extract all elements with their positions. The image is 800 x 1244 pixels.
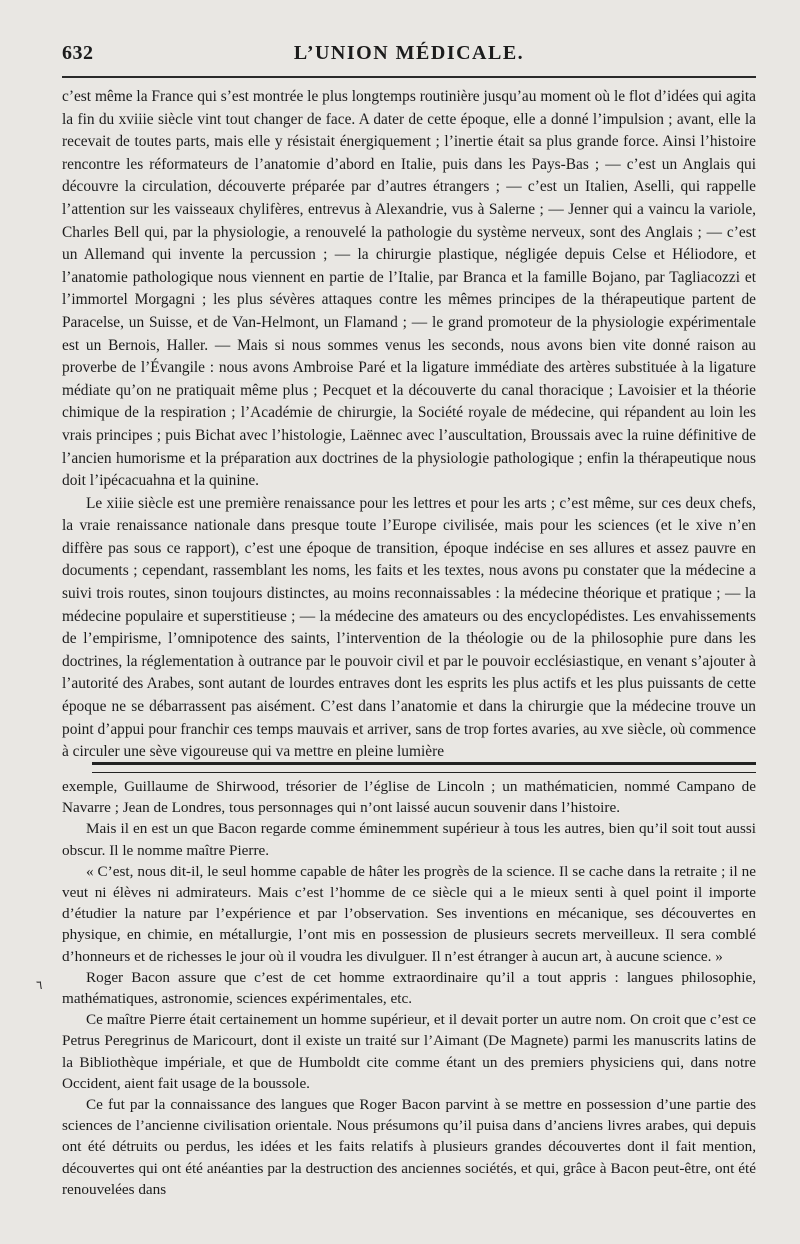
footnote-text [62, 776, 756, 1200]
main-paragraph: c’est même la France qui s’est montrée le plus longtemps routinière jusqu’au moment où le flot d’idées qui agita la fin du xviiie siècle vint tout changer de face. A dater de cette époque, elle a donné l’impulsion ; avant, elle la recevait de toutes parts, mais elle y résistait énergiquement ; l’inertie était sa plus grande force. Ainsi l’histoire rencontre les réformateurs de l’anatomie d’abord en Italie, puis dans les Pays-Bas ; — c’est un Anglais qui découvre la circulation, découverte préparée par d’autres étrangers ; — c’est un Italien, Aselli, qui rappelle l’attention sur les vaisseaux chylifères, entrevus à Alexandrie, vus à Salerne ; — Jenner qui a vaincu la variole, Charles Bell qui, par la physiologie, a renouvelé la pathologie du système nerveux, sont des Anglais ; — c’est un Allemand qui invente la percussion ; — la chirurgie plastique, négligée depuis Celse et Héliodore, et l’anatomie pathologique nous viennent en partie de l’Italie, par Branca et la famille Bojano, par Tagliacozzi et l’immortel Morgagni ; les plus sévères attaques contre les mêmes principes de la thérapeutique partent de Paracelse, un Suisse, et de Van-Helmont, un Flamand ; — le grand promoteur de la physiologie expérimentale est un Bernois, Haller. — Mais si nous sommes venus les seconds, nous avons bien vite donné raison au proverbe de l’Évangile : nous avons Ambroise Paré et la ligature immédiate des artères substituée à la ligature médiate qu’on ne pratiquait même plus ; Pecquet et la découverte du canal thoracique ; Lavoisier et la théorie chimique de la respiration ; l’Académie de chirurgie, la Société royale de médecine, qui répandent au loin les vrais principes ; puis Bichat avec l’histologie, Laënnec avec l’auscultation, Broussais avec la ruine définitive de l’ancien humorisme et la préparation aux doctrines de la physiologie pathologique ; enfin la thérapeutique nous doit l’ipécacuahna et la quinine. [62, 88, 756, 490]
page-number: 632 [62, 42, 94, 64]
margin-mark: ٦ [36, 978, 43, 992]
header-rule [62, 76, 756, 78]
running-title: L’UNION MÉDICALE. [293, 42, 525, 64]
footnote-paragraph: « C’est, nous dit-il, le seul homme capable de hâter les progrès de la science. Il se cache dans la retraite ; il ne veut ni élèves ni admirateurs. Mais c’est l’homme de ce siècle qui a le mieux senti à quel point il importe d’étudier la nature par l’expérience et par l’observation. Ses inventions en mécanique, ses découvertes en physique, en chimie, en métallurgie, l’ont mis en possession de plusieurs secrets merveilleux. Il sera comblé d’honneurs et de richesses le jour où il voudra les divulguer. Il n’est étranger à aucun art, à aucune science. » [62, 862, 756, 965]
footnote-paragraph: Mais il en est un que Bacon regarde comme éminemment supérieur à tous les autres, bien qu’il soit tout aussi obscur. Il le nomme maître Pierre. [62, 820, 756, 859]
page-header [62, 40, 756, 74]
footnote-paragraph: Ce fut par la connaissance des langues que Roger Bacon parvint à se mettre en possession d’une partie des sciences de l’ancienne civilisation orientale. Nous présumons qu’il puisa dans d’anciens livres arabes, qui depuis ont été détruits ou perdus, les idées et les faits relatifs à plusieurs grandes découvertes dont il fait mention, découvertes qui ont été anéanties par la destruction des anciennes sociétés, et qui, grâce à Bacon peut-être, ont été renouvelées dans [62, 1096, 756, 1198]
main-text [62, 86, 756, 764]
footnote-paragraph: exemple, Guillaume de Shirwood, trésorier de l’église de Lincoln ; un mathématicien, nommé Campano de Navarre ; Jean de Londres, tous personnages qui n’ont laissé aucun souvenir dans l’histoire. [62, 778, 756, 817]
main-paragraph: Le xiiie siècle est une première renaissance pour les lettres et pour les arts ; c’est même, sur ces deux chefs, la vraie renaissance nationale dans presque toute l’Europe civilisée, mais pour les sciences (et le xive n’en diffère pas sous ce rapport), c’est une époque de transition, époque indécise en ses allures et assez pauvre en documents ; cependant, rassemblant les noms, les faits et les textes, nous avons pu constater que la médecine a suivi trois routes, sinon toujours distinctes, au moins reconnaissables : la médecine théorique et pratique ; — la médecine populaire et superstitieuse ; — la médecine des amateurs ou des encyclopédistes. Les envahissements de l’empirisme, l’omnipotence des saints, l’intervention de la théologie ou de la philosophie pure dans les doctrines, la réglementation à outrance par le pouvoir civil et par le pouvoir ecclésiastique, en venant s’ajouter à l’autorité des Arabes, sont autant de lourdes entraves dont les esprits les plus actifs et les plus puissants de cette époque ne se débarrassent pas aisément. C’est dans l’anatomie et dans la chirurgie que la médecine trouve un point d’appui pour franchir ces temps mauvais et arriver, sans de trop fortes avaries, au xve siècle, où commence à circuler une sève vigoureuse qui va mettre en pleine lumière [62, 494, 756, 761]
footnote-paragraph: Ce maître Pierre était certainement un homme supérieur, et il devait porter un autre nom. On croit que c’est ce Petrus Peregrinus de Maricourt, dont il existe un traité sur l’Aimant (De Magnete) parmi les manuscrits latins de la Bibliothèque impériale, et que de Humboldt cite comme étant un des premiers physiciens qui, dans notre Occident, aient fait usage de la boussole. [62, 1011, 756, 1092]
footnote-separator [92, 762, 756, 773]
footnote-paragraph: Roger Bacon assure que c’est de cet homme extraordinaire qu’il a tout appris : langues philosophie, mathématiques, astronomie, sciences expérimentales, etc. [62, 968, 756, 1008]
